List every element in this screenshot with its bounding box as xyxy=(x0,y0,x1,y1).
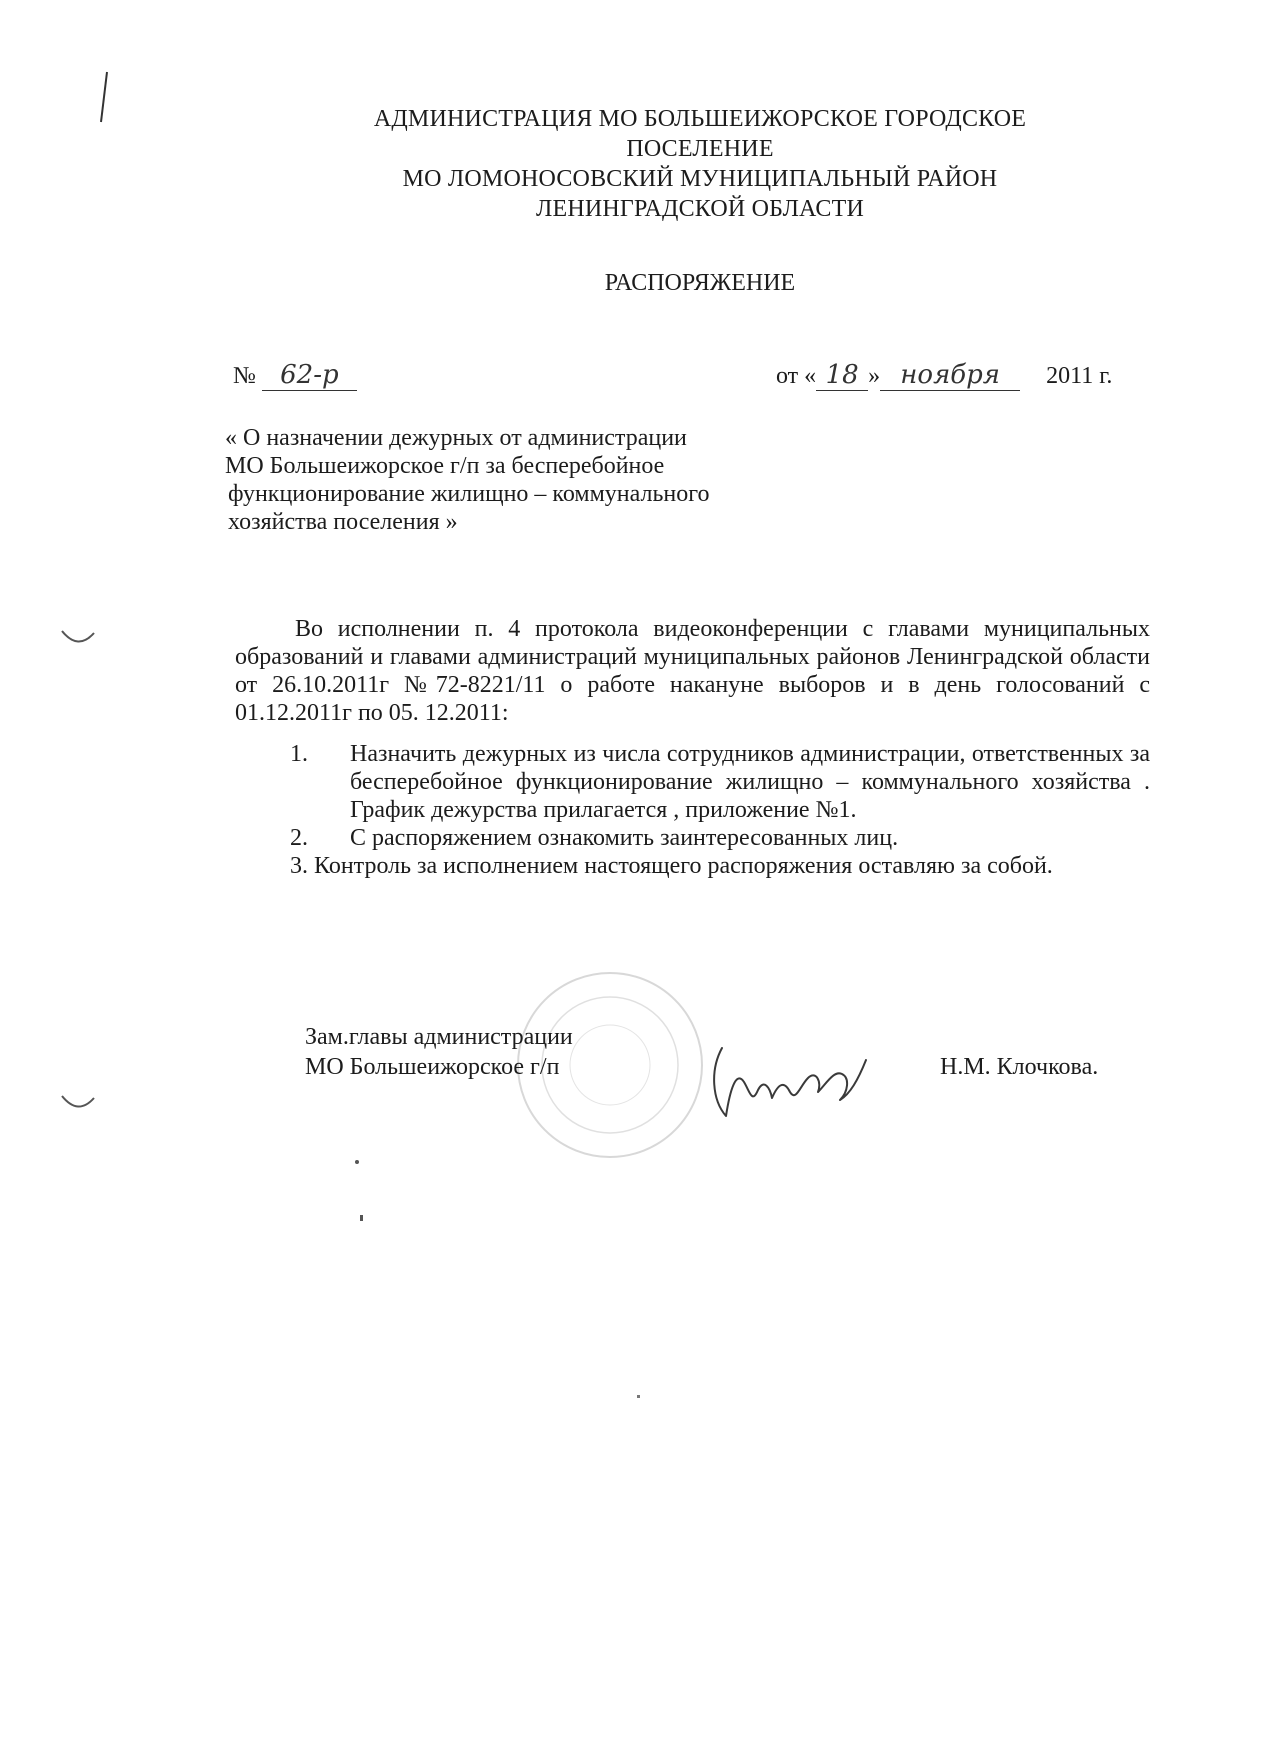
signature-block xyxy=(305,1022,573,1082)
order-items xyxy=(235,740,1150,880)
handwritten-number: 62-р xyxy=(262,360,357,391)
order-subject xyxy=(225,424,845,536)
order-body xyxy=(235,615,1150,727)
order-number xyxy=(233,360,357,391)
item-number: 1. xyxy=(290,741,308,767)
signer-name: Н.М. Клочкова. xyxy=(940,1054,1099,1080)
intro-paragraph: Во исполнении п. 4 протокола видеоконференции с главами муниципальных образований и главами администраций муниципальных районов Ленинградской области от 26.10.2011г №72-8221/11 о работе накануне выборов и в день голосований с 01.12.2011г по 05. 12.2011: xyxy=(235,616,1150,726)
date-prefix: от « xyxy=(776,363,817,389)
order-date xyxy=(776,360,1112,391)
subject-line: хозяйства поселения » xyxy=(228,509,458,535)
document-header xyxy=(270,104,1130,224)
item-text: С распоряжением ознакомить заинтересованных лиц. xyxy=(350,825,899,851)
number-prefix: № xyxy=(233,363,256,389)
signer-organization: МО Большеижорское г/п xyxy=(305,1054,560,1080)
speck xyxy=(355,1160,359,1164)
item-text: Назначить дежурных из числа сотрудников администрации, ответственных за бесперебойное функционирование жилищно – коммунального хозяйства . График дежурства прилагается , приложение №1. xyxy=(350,741,1150,823)
item-number: 2. xyxy=(290,825,308,851)
list-item xyxy=(235,740,1150,824)
date-close: » xyxy=(868,363,881,389)
handwritten-mark-icon xyxy=(95,70,115,125)
signer-position: Зам.главы администрации xyxy=(305,1024,573,1050)
header-line: ЛЕНИНГРАДСКОЙ ОБЛАСТИ xyxy=(535,196,864,222)
header-line: МО ЛОМОНОСОВСКИЙ МУНИЦИПАЛЬНЫЙ РАЙОН xyxy=(402,166,998,192)
subject-line: « О назначении дежурных от администрации xyxy=(225,425,687,451)
handwritten-signature-icon xyxy=(700,1030,880,1130)
list-item: 3. Контроль за исполнением настоящего распоряжения оставляю за собой. xyxy=(290,853,1053,879)
speck xyxy=(637,1395,640,1398)
date-year: 2011 г. xyxy=(1046,363,1113,389)
subject-line: МО Большеижорское г/п за бесперебойное xyxy=(225,453,665,479)
handwritten-day: 18 xyxy=(816,360,868,391)
speck xyxy=(360,1215,363,1221)
handwritten-month: ноября xyxy=(880,360,1020,391)
list-item xyxy=(235,824,1150,852)
header-line: ПОСЕЛЕНИЕ xyxy=(626,136,774,162)
header-line: АДМИНИСТРАЦИЯ МО БОЛЬШЕИЖОРСКОЕ ГОРОДСКОЕ xyxy=(373,106,1027,132)
punch-hole-icon xyxy=(58,625,98,655)
document-title: РАСПОРЯЖЕНИЕ xyxy=(604,270,796,296)
punch-hole-icon xyxy=(58,1090,98,1120)
subject-line: функционирование жилищно – коммунального xyxy=(228,481,710,507)
